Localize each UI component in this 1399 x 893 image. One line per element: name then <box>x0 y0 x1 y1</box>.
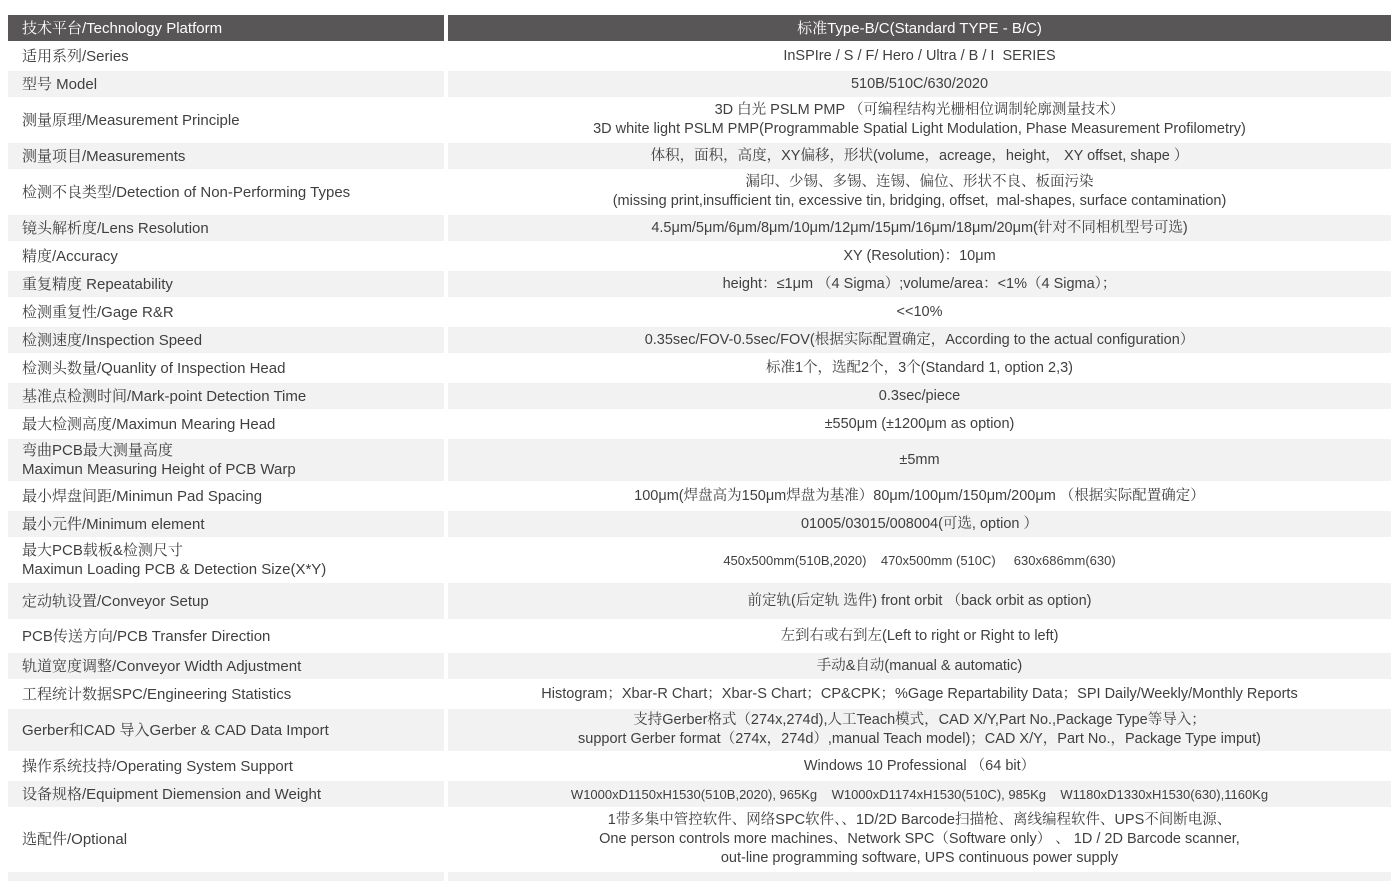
row-value-line: ±550μm (±1200μm as option) <box>824 415 1015 432</box>
row-value-line: out-line programming software, UPS continuous power supply <box>720 850 1119 866</box>
table-row <box>8 99 1391 141</box>
row-label <box>8 653 444 679</box>
row-value <box>448 43 1391 69</box>
row-label <box>8 43 444 69</box>
row-label-line: 最小焊盘间距/Minimun Pad Spacing <box>22 487 263 505</box>
row-value <box>448 327 1391 353</box>
row-value-line: height：≤1μm （4 Sigma）;volume/area：<1%（4 Sigma）； <box>722 275 1117 292</box>
row-label-line: 检测重复性/Gage R&R <box>22 303 174 321</box>
table-row <box>8 215 1391 241</box>
table-row <box>8 781 1391 807</box>
table-row <box>8 709 1391 751</box>
row-label <box>8 271 444 297</box>
row-label-line: 检测不良类型/Detection of Non-Performing Types <box>22 183 351 201</box>
row-value-line: 3D 白光 PSLM PMP （可编程结构光栅相位调制轮廓测量技术） <box>714 102 1125 118</box>
table-row <box>8 483 1391 509</box>
table-header-row <box>8 15 1391 41</box>
row-value <box>448 709 1391 751</box>
row-label <box>8 621 444 651</box>
row-label <box>8 583 444 619</box>
row-label-line: 测量项目/Measurements <box>22 147 186 165</box>
row-value <box>448 243 1391 269</box>
row-label-line: 最大检测高度/Maximun Mearing Head <box>22 415 276 433</box>
row-value-line: 支持Gerber格式（274x,274d),人工Teach模式，CAD X/Y,Part No.,Package Type等导入； <box>633 712 1206 728</box>
row-value-line: ±5mm <box>899 451 940 468</box>
table-row <box>8 809 1391 870</box>
table-row <box>8 539 1391 581</box>
table-row-cutoff <box>8 872 1391 881</box>
table-row <box>8 243 1391 269</box>
row-value <box>448 99 1391 141</box>
table-row <box>8 71 1391 97</box>
table-row <box>8 383 1391 409</box>
row-label <box>8 809 444 870</box>
row-label-line: Maximun Loading PCB & Detection Size(X*Y) <box>22 561 327 578</box>
row-label <box>8 99 444 141</box>
table-row <box>8 653 1391 679</box>
row-value-line: 0.3sec/piece <box>878 387 961 404</box>
row-value-line: 0.35sec/FOV-0.5sec/FOV(根据实际配置确定，According to the actual configuration） <box>644 331 1195 348</box>
row-label-line: 设备规格/Equipment Diemension and Weight <box>22 785 322 803</box>
table-row <box>8 753 1391 779</box>
row-label-line: 精度/Accuracy <box>22 247 118 265</box>
row-label <box>8 439 444 481</box>
row-label-line: 检测头数量/Quanlity of Inspection Head <box>22 359 286 377</box>
table-row <box>8 439 1391 481</box>
table-row <box>8 43 1391 69</box>
row-value <box>448 872 1391 881</box>
row-value <box>448 439 1391 481</box>
header-value-text: 标准Type-B/C(Standard TYPE - B/C) <box>797 19 1042 37</box>
row-value <box>448 753 1391 779</box>
row-value <box>448 171 1391 213</box>
row-label <box>8 143 444 169</box>
row-value <box>448 143 1391 169</box>
row-label-line: 适用系列/Series <box>22 47 129 65</box>
row-value-line: <<10% <box>896 303 943 320</box>
row-label <box>8 681 444 707</box>
row-label <box>8 753 444 779</box>
row-label <box>8 355 444 381</box>
row-value <box>448 271 1391 297</box>
row-label-line: Maximun Measuring Height of PCB Warp <box>22 461 296 478</box>
row-value-line: 漏印、少锡、多锡、连锡、偏位、形状不良、板面污染 <box>745 174 1094 190</box>
row-label-line: 镜头解析度/Lens Resolution <box>22 219 209 237</box>
row-label <box>8 709 444 751</box>
table-body <box>8 43 1391 870</box>
header-label <box>8 15 444 41</box>
row-label <box>8 327 444 353</box>
row-value <box>448 215 1391 241</box>
row-value-line: 01005/03015/008004(可选, option ） <box>800 515 1038 532</box>
row-label-line: 测量原理/Measurement Principle <box>22 111 240 129</box>
row-value-line: One person controls more machines、Network SPC（Software only） 、 1D / 2D Barcode scanner, <box>599 831 1240 847</box>
row-label <box>8 411 444 437</box>
row-label <box>8 171 444 213</box>
row-value <box>448 383 1391 409</box>
table-row <box>8 511 1391 537</box>
row-value-line: 手动&自动(manual & automatic) <box>816 657 1023 674</box>
row-label-line: 基准点检测时间/Mark-point Detection Time <box>22 387 307 405</box>
row-value <box>448 781 1391 807</box>
row-value-line: InSPIre / S / F/ Hero / Ultra / B / I SERIES <box>783 47 1056 64</box>
row-label-line: 轨道宽度调整/Conveyor Width Adjustment <box>22 657 302 675</box>
table-row <box>8 327 1391 353</box>
row-value-line: Windows 10 Professional （64 bit） <box>803 757 1036 774</box>
row-value-line: W1000xD1150xH1530(510B,2020), 965Kg W1000xD1174xH1530(510C), 985Kg W1180xD1330xH1530(630),1160Kg <box>570 786 1269 802</box>
row-value <box>448 483 1391 509</box>
row-value <box>448 583 1391 619</box>
row-value-line: 1带多集中管控软件、网络SPC软件、、1D/2D Barcode扫描枪、离线编程软件、UPS不间断电源、 <box>607 812 1232 828</box>
row-value-line: 前定轨(后定轨 选件) front orbit （back orbit as option) <box>747 592 1092 609</box>
table-row <box>8 355 1391 381</box>
row-value <box>448 511 1391 537</box>
row-value-line: 3D white light PSLM PMP(Programmable Spatial Light Modulation, Phase Measurement Profilometry) <box>593 121 1246 137</box>
row-value-line: 标准1个，选配2个，3个(Standard 1, option 2,3) <box>765 359 1074 376</box>
row-value-line: 左到右或右到左(Left to right or Right to left) <box>780 627 1059 644</box>
row-value <box>448 809 1391 870</box>
row-value-line: 450x500mm(510B,2020) 470x500mm (510C) 630x686mm(630) <box>723 552 1116 568</box>
row-value <box>448 681 1391 707</box>
row-value <box>448 355 1391 381</box>
row-label <box>8 511 444 537</box>
table-row <box>8 299 1391 325</box>
table-row <box>8 411 1391 437</box>
table-row <box>8 681 1391 707</box>
row-label-line: 弯曲PCB最大测量高度 <box>22 442 173 459</box>
row-value-line: Histogram；Xbar-R Chart；Xbar-S Chart；CP&CPK；%Gage Repartability Data；SPI Daily/Weekly/Monthly Reports <box>541 685 1298 702</box>
row-value-line: 4.5μm/5μm/6μm/8μm/10μm/12μm/15μm/16μm/18μm/20μm(针对不同相机型号可选) <box>651 219 1188 236</box>
row-label-line: 检测速度/Inspection Speed <box>22 331 203 349</box>
row-value-line: 100μm(焊盘高为150μm焊盘为基准）80μm/100μm/150μm/200μm （根据实际配置确定） <box>634 487 1205 504</box>
row-label <box>8 872 444 881</box>
row-label <box>8 71 444 97</box>
row-value-line: 体积，面积，高度，XY偏移，形状(volume，acreage，height， XY offset, shape ） <box>650 147 1189 164</box>
table-row <box>8 143 1391 169</box>
row-label <box>8 243 444 269</box>
row-label-line: 重复精度 Repeatability <box>22 275 173 293</box>
row-label-line: 操作系统技持/Operating System Support <box>22 757 293 775</box>
row-label <box>8 299 444 325</box>
spec-table <box>8 15 1391 881</box>
row-label <box>8 215 444 241</box>
row-value <box>448 299 1391 325</box>
row-value <box>448 539 1391 581</box>
table-row <box>8 271 1391 297</box>
table-row <box>8 171 1391 213</box>
row-label <box>8 539 444 581</box>
row-label-line: 定动轨设置/Conveyor Setup <box>22 592 209 610</box>
row-value-line: 510B/510C/630/2020 <box>850 75 989 92</box>
row-value <box>448 411 1391 437</box>
header-value <box>448 15 1391 41</box>
row-label <box>8 781 444 807</box>
row-label-line: 最大PCB载板&检测尺寸 <box>22 542 183 559</box>
row-label <box>8 383 444 409</box>
row-label-line: 型号 Model <box>22 75 98 93</box>
header-label-text: 技术平台/Technology Platform <box>22 19 223 37</box>
row-value-line: support Gerber format（274x，274d）,manual Teach model)；CAD X/Y，Part No.，Package Type imput) <box>578 731 1261 747</box>
table-row <box>8 621 1391 651</box>
row-value <box>448 71 1391 97</box>
row-label-line: 选配件/Optional <box>22 831 128 848</box>
row-label <box>8 483 444 509</box>
row-label-line: Gerber和CAD 导入Gerber & CAD Data Import <box>22 721 329 739</box>
row-label-line: 工程统计数据SPC/Engineering Statistics <box>22 685 292 703</box>
row-value-line: (missing print,insufficient tin, excessive tin, bridging, offset, mal-shapes, surface contamination) <box>612 193 1227 209</box>
row-label-line: 最小元件/Minimum element <box>22 515 205 533</box>
row-label-line: PCB传送方向/PCB Transfer Direction <box>22 627 271 645</box>
row-value <box>448 621 1391 651</box>
table-row <box>8 583 1391 619</box>
row-value <box>448 653 1391 679</box>
row-value-line: XY (Resolution)：10μm <box>843 247 996 264</box>
